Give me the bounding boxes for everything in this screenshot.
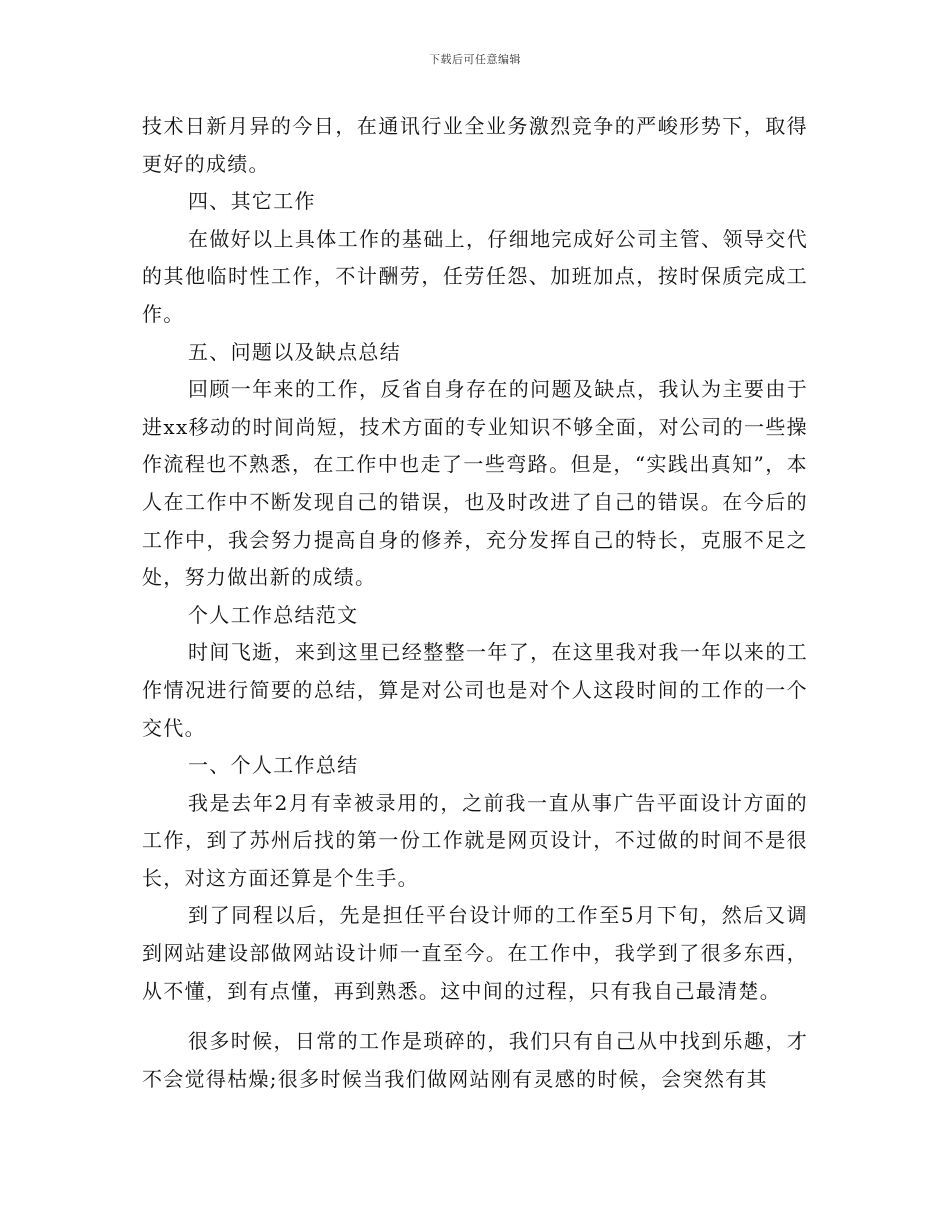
paragraph-daily-work: 很多时候，日常的工作是琐碎的，我们只有自己从中找到乐趣，才不会觉得枯燥;很多时候当我们做网站刚有灵感的时候，会突然有其	[142, 1029, 808, 1091]
document-subtitle: 个人工作总结范文	[188, 602, 359, 627]
paragraph-problems: 回顾一年来的工作，反省自身存在的问题及缺点，我认为主要由于进xx移动的时间尚短，技术方面的专业知识不够全面，对公司的一些操作流程也不熟悉，在工作中也走了一些弯路。但是，“实践出真知”，本人在工作中不断发现自己的错误，也及时改进了自己的错误。在今后的工作中，我会努力提高自身的修养，充分发挥自己的特长，克服不足之处，努力做出新的成绩。	[142, 377, 808, 590]
paragraph-intro: 时间飞逝，来到这里已经整整一年了，在这里我对我一年以来的工作情况进行简要的总结，算是对公司也是对个人这段时间的工作的一个交代。	[142, 640, 808, 740]
document-body	[142, 108, 808, 1098]
paragraph-continuation: 技术日新月异的今日，在通讯行业全业务激烈竞争的严峻形势下，取得更好的成绩。	[142, 114, 808, 176]
section-heading-other-work: 四、其它工作	[188, 189, 316, 214]
section-heading-problems: 五、问题以及缺点总结	[188, 339, 401, 364]
paragraph-career: 到了同程以后，先是担任平台设计师的工作至5月下旬，然后又调到网站建设部做网站设计师一直至今。在工作中，我学到了很多东西，从不懂，到有点懂，再到熟悉。这中间的过程，只有我自己最清楚。	[142, 903, 808, 1003]
paragraph-other-work: 在做好以上具体工作的基础上，仔细地完成好公司主管、领导交代的其他临时性工作，不计酬劳，任劳任怨、加班加点，按时保质完成工作。	[142, 226, 808, 326]
paragraph-background: 我是去年2月有幸被录用的，之前我一直从事广告平面设计方面的工作，到了苏州后找的第一份工作就是网页设计，不过做的时间不是很长，对这方面还算是个生手。	[142, 790, 808, 890]
page-header-note: 下载后可任意编辑	[429, 53, 521, 66]
section-heading-personal-summary: 一、个人工作总结	[188, 753, 359, 778]
